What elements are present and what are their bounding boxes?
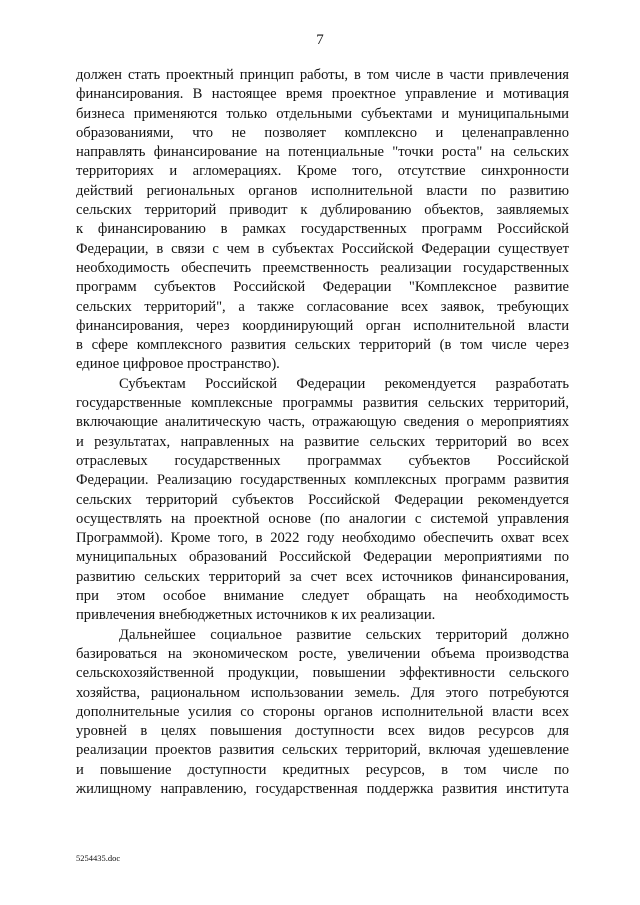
document-filename: 5254435.doc	[76, 853, 121, 863]
text-line: единое цифровое пространство).	[76, 356, 280, 373]
page-number: 7	[316, 32, 324, 48]
text-line: базироваться на экономическом росте, увеличении объема производства	[76, 645, 569, 662]
text-line: образованиями, что не позволяет комплексно и целенаправленно	[76, 124, 569, 141]
text-line: необходимость обеспечить преемственность реализации государственных	[76, 259, 569, 276]
text-line: Программой). Кроме того, в 2022 году необходимо обеспечить охват всех	[76, 530, 569, 547]
text-line: дополнительные усилия со стороны органов исполнительной власти всех	[76, 703, 569, 720]
text-line: в сфере комплексного развития сельских территорий (в том числе через	[76, 337, 569, 354]
text-line: сельских территорий приводит к дублированию объектов, заявляемых	[76, 202, 569, 219]
text-line: государственные комплексные программы развития сельских территорий,	[76, 395, 569, 412]
text-line: действий региональных органов исполнительной власти по развитию	[76, 182, 569, 199]
paragraph	[76, 375, 569, 626]
text-line: и повышение доступности кредитных ресурсов, в том числе по	[76, 761, 569, 778]
text-line: сельскохозяйственной продукции, повышении эффективности сельского	[76, 665, 569, 682]
text-line: финансирования. В настоящее время проектное управление и мотивация	[76, 86, 569, 103]
paragraph	[76, 66, 569, 375]
text-line: к финансированию в рамках государственных программ Российской	[76, 221, 569, 238]
text-line: сельских территорий субъектов Российской Федерации рекомендуется	[76, 491, 569, 508]
text-line: финансирования, через координирующий орган исполнительной власти	[76, 317, 569, 334]
text-line: бизнеса применяются только отдельными субъектами и муниципальными	[76, 105, 569, 122]
text-line: включающие аналитическую часть, отражающую сведения о мероприятиях	[76, 414, 569, 431]
text-line: при этом особое внимание следует обращать на необходимость	[76, 588, 569, 605]
text-line: Дальнейшее социальное развитие сельских территорий должно	[119, 626, 569, 643]
text-line: программ субъектов Российской Федерации "Комплексное развитие	[76, 279, 569, 296]
text-line: осуществлять на проектной основе (по аналогии с системой управления	[76, 510, 569, 527]
text-line: территориях и агломерациях. Кроме того, отсутствие синхронности	[76, 163, 569, 180]
paragraph	[76, 626, 569, 800]
text-line: направлять финансирование на потенциальные "точки роста" на сельских	[76, 144, 569, 161]
text-line: отраслевых государственных программах субъектов Российской	[76, 452, 569, 469]
text-line: Субъектам Российской Федерации рекомендуется разработать	[119, 375, 569, 392]
text-line: развитию сельских территорий за счет всех источников финансирования,	[76, 568, 569, 585]
text-line: должен стать проектный принцип работы, в том числе в части привлечения	[76, 67, 569, 83]
text-line: реализации проектов развития сельских территорий, включая удешевление	[76, 742, 569, 759]
text-line: хозяйства, рациональном использовании земель. Для этого потребуются	[76, 684, 569, 701]
text-line: уровней в целях повышения доступности всех видов ресурсов для	[76, 723, 569, 740]
text-line: жилищному направлению, государственная поддержка развития института	[76, 780, 569, 797]
text-line: муниципальных образований Российской Федерации мероприятиями по	[76, 549, 569, 566]
text-line: сельских территорий", а также согласование всех заявок, требующих	[76, 298, 569, 315]
document-body	[76, 66, 569, 799]
text-line: Федерации, в связи с чем в субъектах Российской Федерации существует	[76, 240, 569, 257]
text-line: привлечения внебюджетных источников к их реализации.	[76, 607, 436, 624]
text-line: и результатах, направленных на развитие сельских территорий во всех	[76, 433, 569, 450]
text-line: Федерации. Реализацию государственных комплексных программ развития	[76, 472, 569, 489]
